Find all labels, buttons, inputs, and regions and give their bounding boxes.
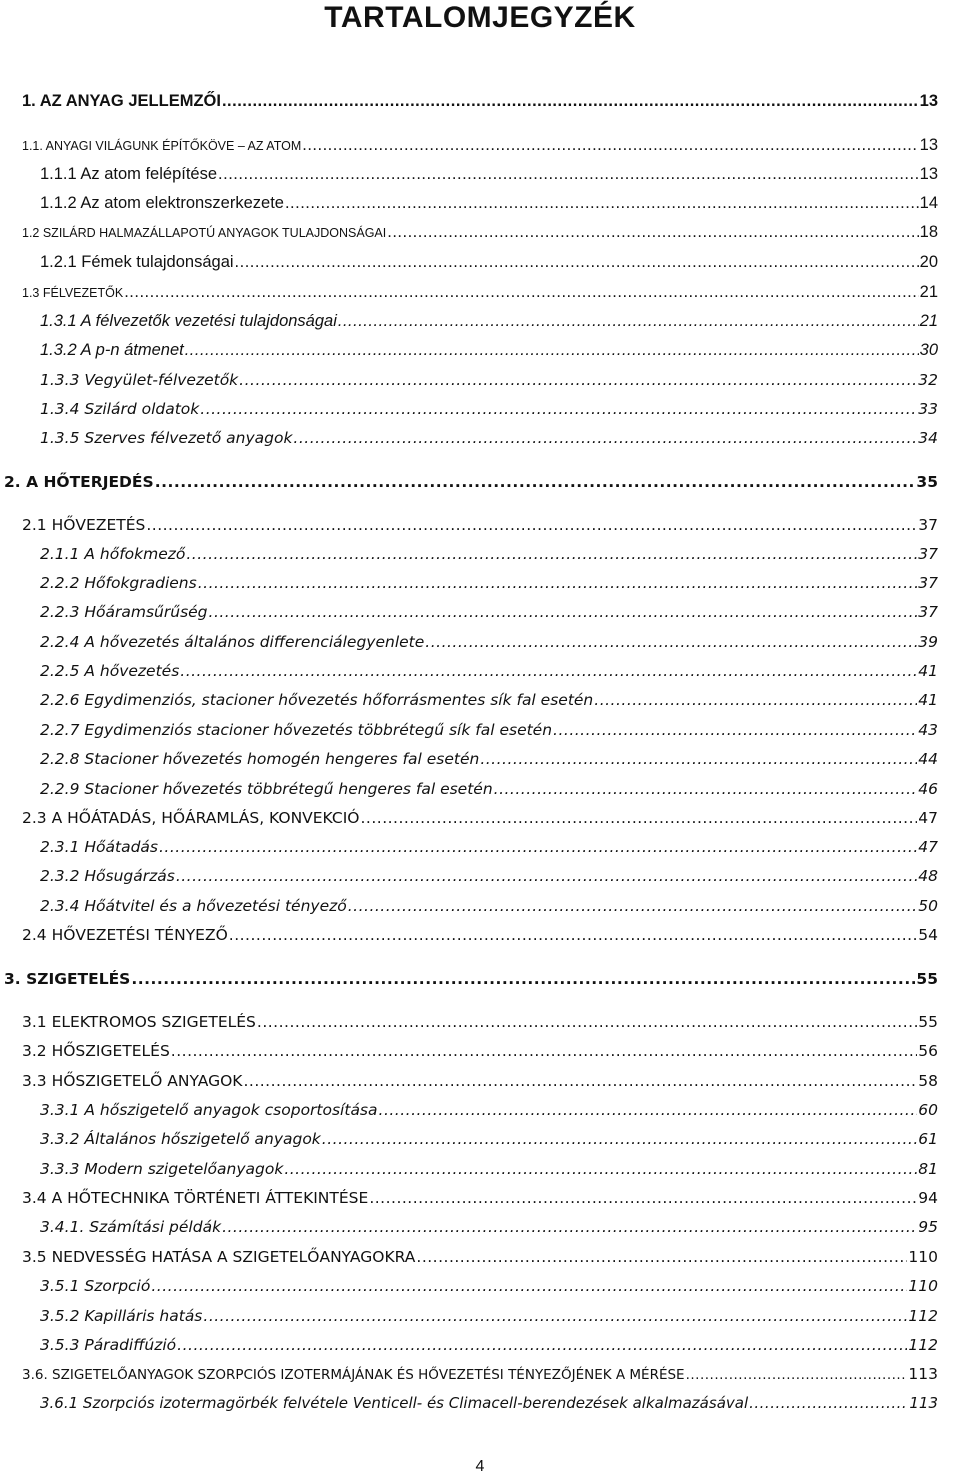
- toc-entry-page: 37: [918, 545, 938, 563]
- toc-entry-1-1-1[interactable]: [40, 165, 938, 191]
- toc-entry-label: 3.3.1 A hőszigetelő anyagok csoportosítása: [40, 1101, 378, 1119]
- toc-entry-label: 3.3.2 Általános hőszigetelő anyagok: [40, 1130, 321, 1148]
- toc-entry-label: 1.1. ANYAGI VILÁGUNK ÉPÍTŐKÖVE – AZ ATOM: [22, 139, 302, 153]
- toc-entry-label: 2.2.6 Egydimenziós, stacioner hővezetés hőforrásmentes sík fal esetén: [40, 691, 594, 709]
- toc-leader-dots: [302, 136, 918, 155]
- toc-leader-dots: [416, 1248, 907, 1266]
- toc-entry-page: 56: [918, 1042, 938, 1060]
- toc-entry-3-3-1[interactable]: [40, 1101, 938, 1127]
- toc-entry-1-3-4[interactable]: [40, 400, 938, 426]
- toc-entry-label: 3.4 A HŐTECHNIKA TÖRTÉNETI ÁTTEKINTÉSE: [22, 1189, 369, 1207]
- toc-entry-label: 2.2.5 A hővezetés: [40, 662, 180, 680]
- toc-leader-dots: [198, 574, 918, 592]
- toc-entry-label: 1.3.2 A p-n átmenet: [40, 341, 184, 359]
- toc-entry-page: 113: [909, 1394, 938, 1412]
- toc-leader-dots: [131, 970, 915, 988]
- toc-entry-2-2-5[interactable]: [40, 662, 938, 688]
- toc-leader-dots: [425, 633, 917, 651]
- toc-leader-dots: [235, 253, 919, 272]
- toc-leader-dots: [159, 838, 917, 856]
- toc-entry-label: 2.3.1 Hőátadás: [40, 838, 158, 856]
- toc-entry-label: 3. SZIGETELÉS: [4, 970, 131, 988]
- toc-entry-page: 47: [918, 838, 938, 856]
- toc-entry-page: 39: [918, 633, 938, 651]
- toc-leader-dots: [257, 1013, 917, 1031]
- toc-entry-page: 113: [908, 1365, 938, 1383]
- toc-entry-2-2-6[interactable]: [40, 691, 938, 717]
- toc-entry-label: 3.4.1. Számítási példák: [40, 1218, 222, 1236]
- toc-leader-dots: [749, 1394, 908, 1412]
- toc-entry-chapter-3[interactable]: [4, 970, 938, 996]
- toc-entry-page: 21: [919, 312, 938, 330]
- toc-entry-label: 2. A HŐTERJEDÉS: [4, 473, 154, 491]
- toc-leader-dots: [186, 545, 917, 563]
- toc-entry-3-2[interactable]: [22, 1042, 938, 1068]
- toc-leader-dots: [379, 1101, 918, 1119]
- toc-leader-dots: [155, 473, 916, 491]
- toc-entry-chapter-2[interactable]: [4, 473, 938, 499]
- toc-entry-page: 46: [918, 780, 938, 798]
- toc-entry-page: 112: [908, 1307, 938, 1325]
- toc-entry-1-2-1[interactable]: [40, 253, 938, 279]
- toc-entry-1-3-3[interactable]: [40, 371, 938, 397]
- toc-entry-label: 1.1.2 Az atom elektronszerkezete: [40, 194, 284, 212]
- toc-entry-2-3-4[interactable]: [40, 897, 938, 923]
- toc-entry-1-3-1[interactable]: [40, 312, 938, 338]
- toc-entry-label: 3.1 ELEKTROMOS SZIGETELÉS: [22, 1013, 256, 1031]
- toc-entry-page: 32: [918, 371, 938, 389]
- toc-entry-2-1[interactable]: [22, 516, 938, 542]
- toc-leader-dots: [480, 750, 917, 768]
- toc-entry-1-3-2[interactable]: [40, 341, 938, 367]
- toc-entry-label: 2.2.7 Egydimenziós stacioner hővezetés többrétegű sík fal esetén: [40, 721, 553, 739]
- toc-entry-3-5-2[interactable]: [40, 1307, 938, 1333]
- toc-leader-dots: [151, 1277, 907, 1295]
- toc-leader-dots: [124, 283, 918, 302]
- toc-entry-label: 1.3.3 Vegyület-félvezetők: [40, 371, 239, 389]
- toc-entry-label: 1.3.5 Szerves félvezető anyagok: [40, 429, 293, 447]
- toc-entry-3-6-1[interactable]: [40, 1394, 938, 1420]
- toc-leader-dots: [293, 429, 917, 447]
- toc-entry-page: 41: [918, 691, 938, 709]
- toc-entry-label: 2.3 A HŐÁTADÁS, HŐÁRAMLÁS, KONVEKCIÓ: [22, 809, 360, 827]
- toc-entry-label: 3.5.1 Szorpció: [40, 1277, 151, 1295]
- page-number: 4: [475, 1458, 485, 1475]
- page-title: TARTALOMJEGYZÉK: [324, 1, 636, 34]
- toc-entry-label: 3.6.1 Szorpciós izotermagörbék felvétele Venticell- és Climacell-berendezések alkalmazásával: [40, 1394, 749, 1412]
- toc-leader-dots: [218, 165, 919, 184]
- toc-entry-page: 95: [918, 1218, 938, 1236]
- toc-entry-label: 2.2.2 Hőfokgradiens: [40, 574, 197, 592]
- toc-entry-page: 20: [919, 253, 938, 271]
- toc-entry-page: 35: [916, 473, 938, 491]
- toc-entry-page: 41: [918, 662, 938, 680]
- toc-entry-3-4-1[interactable]: [40, 1218, 938, 1244]
- toc-entry-page: 30: [919, 341, 938, 359]
- toc-entry-2-3-1[interactable]: [40, 838, 938, 864]
- toc-leader-dots: [176, 867, 917, 885]
- toc-leader-dots: [222, 1218, 917, 1236]
- toc-entry-1-1[interactable]: [22, 136, 938, 162]
- toc-entry-label: 2.4 HŐVEZETÉSI TÉNYEZŐ: [22, 926, 228, 944]
- toc-entry-label: 3.5.2 Kapilláris hatás: [40, 1307, 203, 1325]
- toc-leader-dots: [180, 662, 917, 680]
- toc-leader-dots: [146, 516, 917, 534]
- toc-entry-page: 54: [918, 926, 938, 944]
- toc-entry-label: 3.5.3 Páradiffúzió: [40, 1336, 177, 1354]
- toc-entry-label: 3.2 HŐSZIGETELÉS: [22, 1042, 170, 1060]
- toc-entry-3-4[interactable]: [22, 1189, 938, 1215]
- toc-entry-label: 2.2.8 Stacioner hővezetés homogén hengeres fal esetén: [40, 750, 480, 768]
- toc-entry-3-3-2[interactable]: [40, 1130, 938, 1156]
- toc-entry-page: 33: [918, 400, 938, 418]
- toc-entry-page: 55: [918, 1013, 938, 1031]
- toc-entry-page: 37: [918, 516, 938, 534]
- toc-entry-3-1[interactable]: [22, 1013, 938, 1039]
- toc-entry-2-3[interactable]: [22, 809, 938, 835]
- toc-entry-label: 1.3.4 Szilárd oldatok: [40, 400, 200, 418]
- toc-leader-dots: [686, 1367, 908, 1383]
- toc-entry-label: 1.2 SZILÁRD HALMAZÁLLAPOTÚ ANYAGOK TULAJDONSÁGAI: [22, 226, 387, 240]
- toc-entry-label: 1. AZ ANYAG JELLEMZŐI: [22, 92, 221, 110]
- toc-entry-2-2-2[interactable]: [40, 574, 938, 600]
- toc-leader-dots: [553, 721, 917, 739]
- toc-leader-dots: [209, 603, 918, 621]
- toc-entry-2-3-2[interactable]: [40, 867, 938, 893]
- toc-entry-page: 55: [916, 970, 938, 988]
- toc-entry-label: 2.3.4 Hőátvitel és a hővezetési tényező: [40, 897, 347, 915]
- toc-entry-2-2-9[interactable]: [40, 780, 938, 806]
- toc-entry-label: 1.3 FÉLVEZETŐK: [22, 286, 124, 300]
- toc-leader-dots: [369, 1189, 917, 1207]
- toc-entry-label: 3.5 NEDVESSÉG HATÁSA A SZIGETELŐANYAGOKRA: [22, 1248, 416, 1266]
- toc-entry-page: 13: [919, 165, 938, 183]
- toc-entry-page: 50: [918, 897, 938, 915]
- toc-leader-dots: [594, 691, 917, 709]
- toc-entry-page: 110: [908, 1277, 938, 1295]
- toc-entry-page: 58: [918, 1072, 938, 1090]
- toc-entry-page: 18: [919, 223, 938, 241]
- toc-leader-dots: [203, 1307, 907, 1325]
- toc-entry-1-3-5[interactable]: [40, 429, 938, 455]
- toc-entry-page: 44: [918, 750, 938, 768]
- toc-entry-1-1-2[interactable]: [40, 194, 938, 220]
- toc-leader-dots: [171, 1042, 917, 1060]
- toc-entry-2-2-4[interactable]: [40, 633, 938, 659]
- toc-entry-page: 61: [918, 1130, 938, 1148]
- toc-entry-page: 110: [908, 1248, 938, 1266]
- toc-leader-dots: [229, 926, 917, 944]
- toc-entry-page: 81: [918, 1160, 938, 1178]
- toc-entry-page: 14: [919, 194, 938, 212]
- toc-entry-chapter-1[interactable]: [22, 92, 938, 118]
- toc-entry-3-5-3[interactable]: [40, 1336, 938, 1362]
- toc-entry-page: 43: [918, 721, 938, 739]
- toc-leader-dots: [387, 223, 918, 242]
- toc-entry-label: 1.2.1 Fémek tulajdonságai: [40, 253, 234, 271]
- toc-leader-dots: [222, 92, 919, 111]
- toc-entry-label: 2.3.2 Hősugárzás: [40, 867, 175, 885]
- toc-leader-dots: [177, 1336, 907, 1354]
- toc-leader-dots: [284, 1160, 917, 1178]
- toc-entry-page: 94: [918, 1189, 938, 1207]
- toc-entry-label: 2.2.4 A hővezetés általános differenciálegyenlete: [40, 633, 425, 651]
- toc-entry-2-4[interactable]: [22, 926, 938, 952]
- toc-entry-label: 2.2.3 Hőáramsűrűség: [40, 603, 208, 621]
- toc-entry-page: 34: [918, 429, 938, 447]
- toc-entry-label: 2.2.9 Stacioner hővezetés többrétegű hengeres fal esetén: [40, 780, 493, 798]
- toc-entry-page: 21: [919, 283, 938, 301]
- toc-entry-1-2[interactable]: [22, 223, 938, 249]
- toc-entry-1-3[interactable]: [22, 283, 938, 309]
- toc-entry-page: 47: [918, 809, 938, 827]
- toc-leader-dots: [239, 371, 917, 389]
- toc-entry-label: 2.1 HŐVEZETÉS: [22, 516, 146, 534]
- toc-entry-page: 60: [918, 1101, 938, 1119]
- toc-leader-dots: [360, 809, 917, 827]
- toc-leader-dots: [348, 897, 918, 915]
- toc-entry-2-1-1[interactable]: [40, 545, 938, 571]
- toc-leader-dots: [185, 341, 919, 360]
- toc-entry-label: 2.1.1 A hőfokmező: [40, 545, 186, 563]
- toc-leader-dots: [243, 1072, 917, 1090]
- toc-entry-label: 3.3 HŐSZIGETELŐ ANYAGOK: [22, 1072, 243, 1090]
- toc-entry-3-5-1[interactable]: [40, 1277, 938, 1303]
- toc-entry-label: 3.6. SZIGETELŐANYAGOK SZORPCIÓS IZOTERMÁJÁNAK ÉS HŐVEZETÉSI TÉNYEZŐJÉNEK A MÉRÉSE: [22, 1367, 685, 1383]
- toc-entry-label: 1.1.1 Az atom felépítése: [40, 165, 218, 183]
- toc-entry-3-3-3[interactable]: [40, 1160, 938, 1186]
- toc-entry-label: 3.3.3 Modern szigetelőanyagok: [40, 1160, 284, 1178]
- toc-entry-2-2-7[interactable]: [40, 721, 938, 747]
- toc-leader-dots: [200, 400, 917, 418]
- toc-leader-dots: [322, 1130, 917, 1148]
- toc-leader-dots: [338, 312, 919, 331]
- toc-entry-page: 13: [919, 136, 938, 154]
- toc-entry-3-6[interactable]: [22, 1365, 938, 1391]
- toc-entry-page: 37: [918, 574, 938, 592]
- toc-entry-page: 112: [908, 1336, 938, 1354]
- toc-entry-3-5[interactable]: [22, 1248, 938, 1274]
- toc-entry-2-2-3[interactable]: [40, 603, 938, 629]
- toc-entry-page: 48: [918, 867, 938, 885]
- toc-entry-page: 37: [918, 603, 938, 621]
- toc-entry-2-2-8[interactable]: [40, 750, 938, 776]
- toc-entry-page: 13: [919, 92, 938, 110]
- toc-entry-label: 1.3.1 A félvezetők vezetési tulajdonságai: [40, 312, 337, 330]
- toc-leader-dots: [285, 194, 919, 213]
- toc-leader-dots: [494, 780, 918, 798]
- toc-entry-3-3[interactable]: [22, 1072, 938, 1098]
